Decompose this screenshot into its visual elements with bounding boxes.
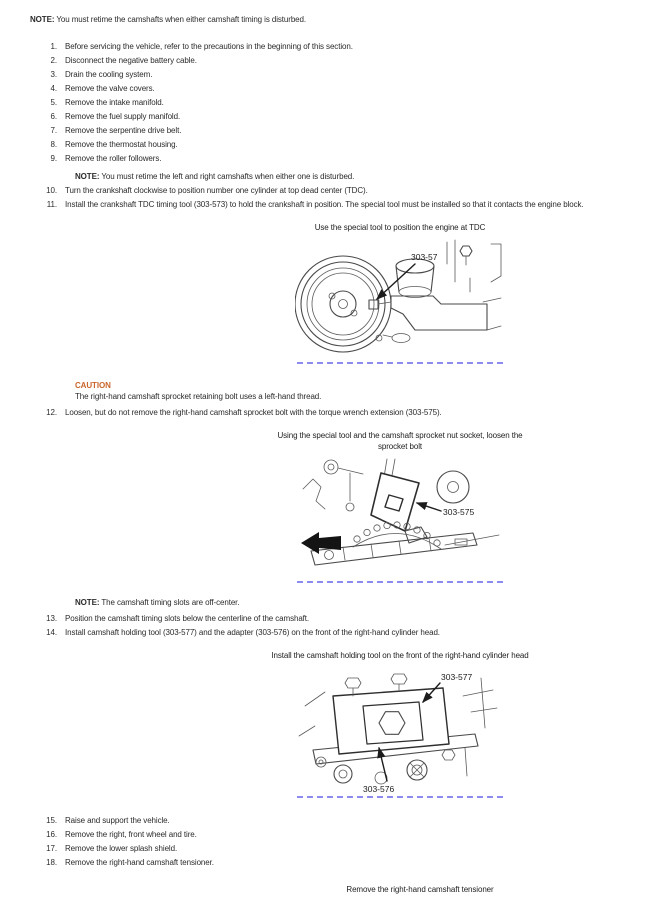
procedure-steps-continued	[12, 614, 645, 638]
tool-label-303-577: 303-577	[441, 672, 473, 682]
tdc-tool	[369, 296, 487, 343]
note-retime-camshafts	[30, 14, 645, 25]
step-number: 10.	[46, 186, 57, 195]
step-text: Remove the thermostat housing.	[65, 140, 178, 149]
step-number: 14.	[46, 628, 57, 637]
camshaft-holding-tool	[333, 674, 449, 754]
note-text: You must retime the camshafts when either camshaft timing is disturbed.	[56, 15, 306, 24]
label-arrow-bottom	[379, 748, 387, 781]
figure-sprocket-tool	[270, 430, 530, 583]
step-number: 7.	[50, 126, 57, 135]
step-item	[12, 408, 645, 418]
step-text: Drain the cooling system.	[65, 70, 153, 79]
step-text: Remove the serpentine drive belt.	[65, 126, 182, 135]
step-text: Remove the fuel supply manifold.	[65, 112, 181, 121]
step-item	[12, 84, 645, 94]
step-text: Remove the right-hand camshaft tensioner.	[65, 858, 214, 867]
step-item	[12, 140, 645, 150]
step-number: 5.	[50, 98, 57, 107]
step-number: 3.	[50, 70, 57, 79]
step-item	[12, 154, 645, 164]
sprocket-tool-illustration	[295, 457, 505, 579]
label-arrow	[417, 503, 441, 511]
step-text: Remove the roller followers.	[65, 154, 162, 163]
step-item	[12, 614, 645, 624]
figure-caption: Using the special tool and the camshaft sprocket nut socket, loosen the sprocket bolt	[277, 431, 523, 451]
step-number: 6.	[50, 112, 57, 121]
step-number: 13.	[46, 614, 57, 623]
note-timing-slots	[75, 598, 645, 608]
step-text: Turn the crankshaft clockwise to position number one cylinder at top dead center (TDC).	[65, 186, 368, 195]
step-item	[12, 98, 645, 108]
note-text: The camshaft timing slots are off-center.	[101, 598, 240, 607]
caution-block	[75, 380, 645, 402]
step-number: 1.	[50, 42, 57, 51]
figure-bottom-rule	[297, 362, 503, 364]
step-text: Raise and support the vehicle.	[65, 816, 170, 825]
engine-block	[447, 240, 501, 330]
step-text: Loosen, but do not remove the right-hand camshaft sprocket bolt with the torque wrench extension (303-575).	[65, 408, 442, 417]
step-item	[12, 816, 645, 826]
note-text: You must retime the left and right camshafts when either one is disturbed.	[101, 172, 355, 181]
step-number: 18.	[46, 858, 57, 867]
step-number: 16.	[46, 830, 57, 839]
figure-caption-tensioner: Remove the right-hand camshaft tensioner	[346, 885, 494, 894]
step-item	[12, 112, 645, 122]
tdc-tool-illustration	[295, 238, 505, 360]
step-item	[12, 42, 645, 52]
tool-label-303-575: 303-575	[443, 507, 475, 517]
step-item	[12, 844, 645, 854]
procedure-steps-continued	[12, 408, 645, 418]
crankshaft-pulley	[295, 256, 391, 352]
step-item	[12, 858, 645, 868]
step-item	[12, 186, 645, 196]
step-number: 9.	[50, 154, 57, 163]
tool-label-303-576: 303-576	[363, 784, 395, 794]
step-number: 4.	[50, 84, 57, 93]
figure-caption: Use the special tool to position the engine at TDC	[314, 223, 486, 232]
step-text: Remove the right, front wheel and tire.	[65, 830, 197, 839]
step-text: Install camshaft holding tool (303-577) and the adapter (303-576) on the front of the right-hand cylinder head.	[65, 628, 440, 637]
step-number: 2.	[50, 56, 57, 65]
rotation-arrow	[301, 532, 341, 554]
step-item	[12, 830, 645, 840]
step-number: 11.	[46, 200, 57, 209]
step-text: Disconnect the negative battery cable.	[65, 56, 197, 65]
step-text: Remove the lower splash shield.	[65, 844, 178, 853]
step-text: Position the camshaft timing slots below the centerline of the camshaft.	[65, 614, 310, 623]
step-item	[12, 56, 645, 66]
step-number: 17.	[46, 844, 57, 853]
step-text: Before servicing the vehicle, refer to the precautions in the beginning of this section.	[65, 42, 353, 51]
step-text: Remove the intake manifold.	[65, 98, 164, 107]
step-text: Remove the valve covers.	[65, 84, 155, 93]
step-item	[12, 628, 645, 638]
note-label: NOTE:	[75, 598, 100, 607]
figure-bottom-rule	[297, 581, 503, 583]
step-number: 12.	[46, 408, 57, 417]
step-item	[12, 70, 645, 80]
tool-label-303-57: 303-57	[411, 252, 438, 262]
procedure-steps-final	[12, 816, 645, 868]
step-number: 15.	[46, 816, 57, 825]
step-item	[12, 126, 645, 136]
step-item	[12, 200, 645, 210]
figure-holding-tool	[270, 650, 530, 798]
caution-text: The right-hand camshaft sprocket retaining bolt uses a left-hand thread.	[75, 392, 322, 401]
figure-caption: Install the camshaft holding tool on the front of the right-hand cylinder head	[271, 651, 529, 660]
procedure-steps	[12, 42, 645, 210]
note-label: NOTE:	[30, 15, 55, 24]
step-number: 8.	[50, 140, 57, 149]
figure-bottom-rule	[297, 796, 503, 798]
figure-tdc-tool	[270, 222, 530, 364]
note-retime-left-right	[75, 172, 645, 182]
caution-label: CAUTION	[75, 381, 111, 390]
holding-tool-illustration	[295, 666, 505, 794]
washer	[437, 471, 469, 503]
step-text: Install the crankshaft TDC timing tool (303-573) to hold the crankshaft in position. The special tool must be installed so that it contacts the engine block.	[65, 200, 584, 209]
note-label: NOTE:	[75, 172, 100, 181]
